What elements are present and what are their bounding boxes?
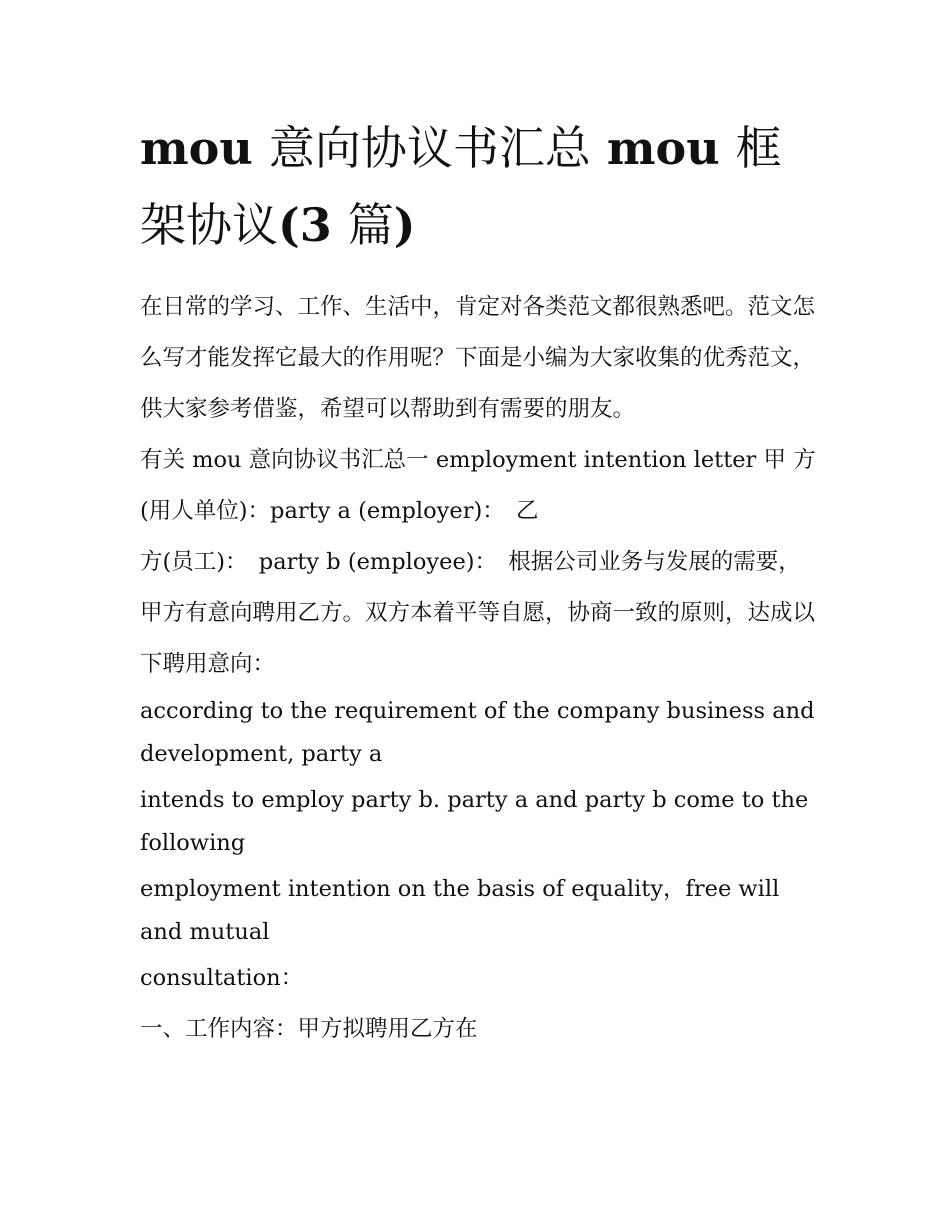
document-title [140, 0, 820, 264]
title-part-cjk-2: 框架协议 [140, 121, 782, 252]
title-part-latin-4: ) [393, 198, 416, 252]
english-paragraph-4: consultation： [140, 965, 304, 991]
section-one-paragraph: 有关 mou 意向协议书汇总一 employment intention letter 甲 方(用人单位)：party a (employer)： 乙 [140, 447, 816, 524]
english-paragraph-1: according to the requirement of the company business and development, party a [140, 698, 815, 767]
section-two-paragraph: 方(员工)： party b (employee)： 根据公司业务与发展的需要，甲方有意向聘用乙方。双方本着平等自愿，协商一致的原则，达成以下聘用意向： [140, 549, 816, 677]
title-part-cjk-3: 篇 [347, 198, 394, 252]
title-part-latin-2: mou [590, 121, 736, 175]
title-part-latin-1: mou [140, 121, 269, 175]
document-page [140, 0, 820, 1055]
english-paragraph-3: employment intention on the basis of equality，free will and mutual [140, 876, 780, 945]
intro-paragraph: 在日常的学习、工作、生活中，肯定对各类范文都很熟悉吧。范文怎么写才能发挥它最大的作用呢？下面是小编为大家收集的优秀范文，供大家参考借鉴，希望可以帮助到有需要的朋友。 [140, 294, 816, 422]
english-paragraph-2: intends to employ party b. party a and party b come to the following [140, 787, 809, 856]
title-part-cjk-1: 意向协议书汇总 [268, 121, 591, 175]
work-content-paragraph: 一、工作内容：甲方拟聘用乙方在 [140, 1016, 478, 1042]
title-part-latin-3: (3 [278, 198, 348, 252]
